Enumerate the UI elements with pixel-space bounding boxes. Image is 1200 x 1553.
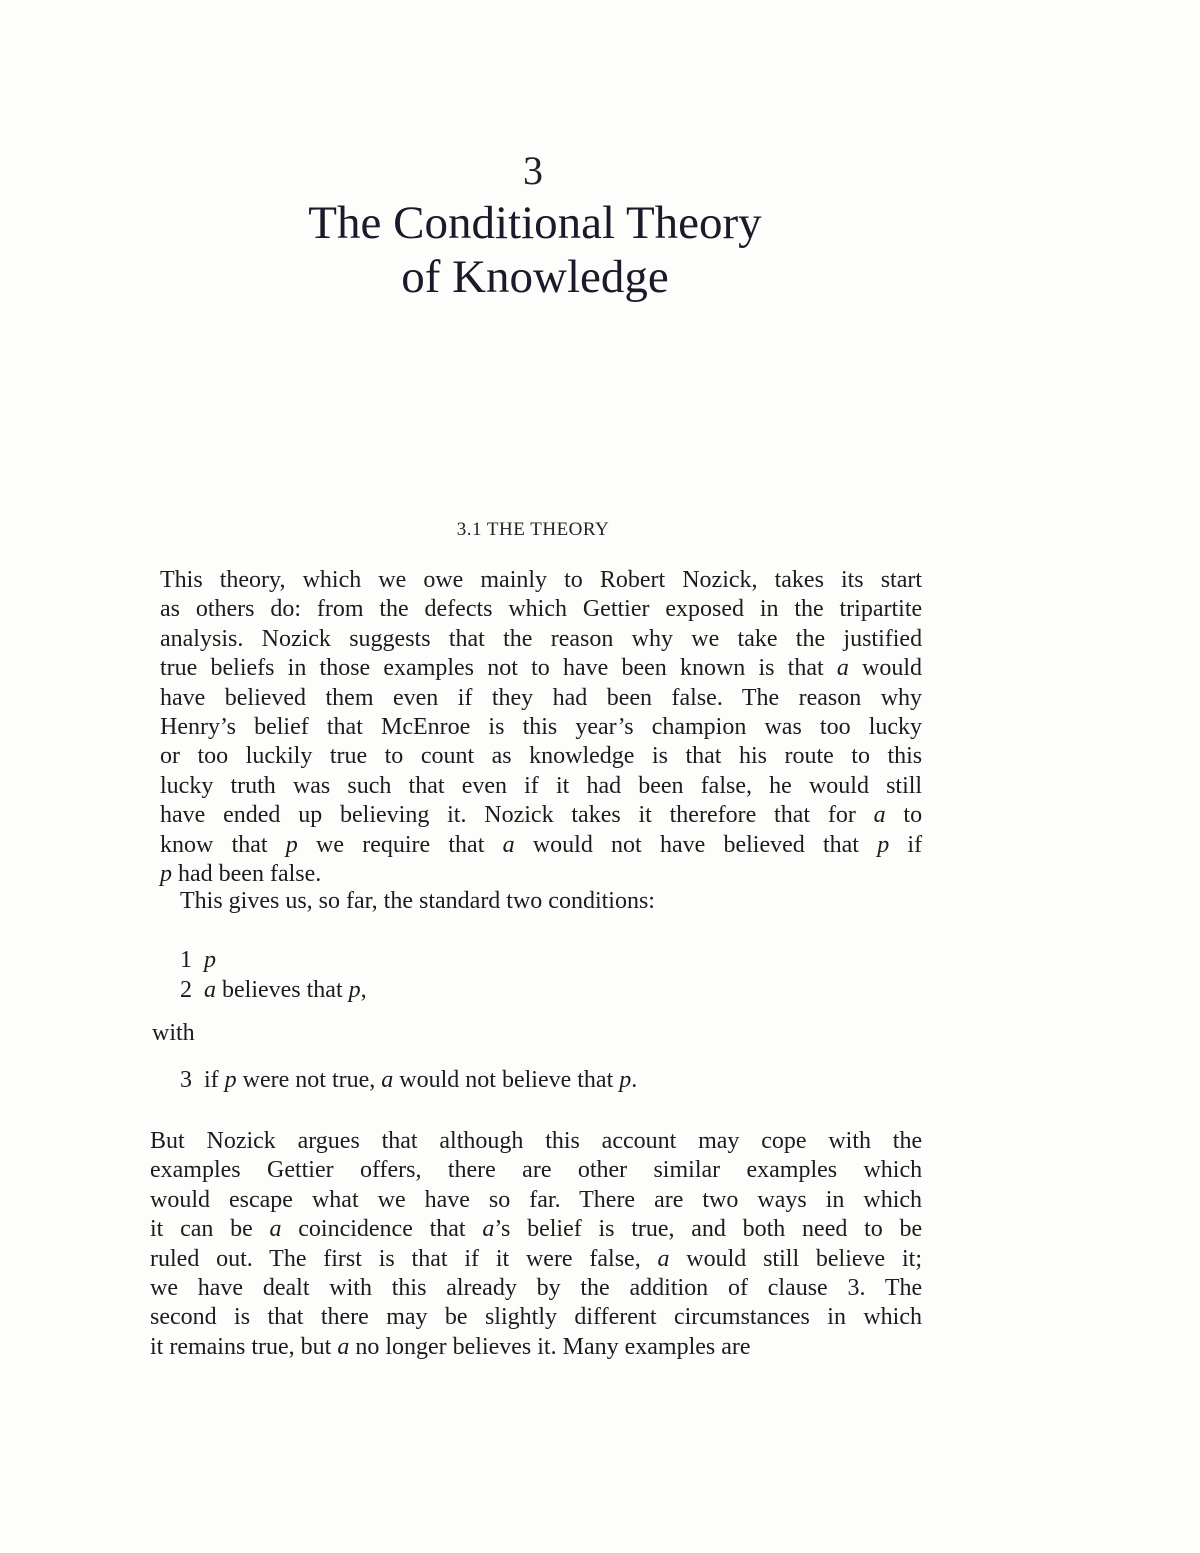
condition-3 [180,1065,637,1095]
text-line: know that p we require that a would not have believed that p if [160,831,923,858]
variable-p: p [224,1067,237,1093]
chapter-number: 3 [523,148,543,193]
text-line: Henry’s belief that McEnroe is this year’s champion was too lucky [160,714,923,741]
text-line: or too luckily true to count as knowledge is that his route to this [160,743,923,770]
text-line: it remains true, but a no longer believes it. Many examples are [150,1333,751,1360]
text-line: But Nozick argues that although this account may cope with the [150,1128,923,1154]
condition-number: 2 [180,977,192,1003]
text-line: examples Gettier offers, there are other similar examples which [150,1157,923,1184]
condition-1 [180,945,216,975]
paragraph-3 [150,1127,922,1362]
with-label: with [152,1020,195,1046]
text-line: p had been false. [160,861,322,888]
paragraph-1 [160,566,922,889]
variable-p: p [348,977,361,1003]
text-line: would escape what we have so far. There are two ways in which [150,1186,923,1213]
variable-p: p [619,1067,632,1093]
chapter-title [0,196,1070,304]
text-line: analysis. Nozick suggests that the reason why we take the justified [160,625,923,652]
text-line: This theory, which we owe mainly to Robert Nozick, takes its start [160,567,923,593]
condition-text: were not true, [236,1067,382,1093]
section-heading: 3.1 THE THEORY [456,519,610,540]
text-line: second is that there may be slightly different circumstances in which [150,1304,922,1331]
condition-number: 3 [180,1067,192,1093]
punctuation: , [360,977,367,1003]
variable-a: a [204,977,216,1003]
condition-2 [180,975,367,1005]
condition-number: 1 [180,947,192,973]
chapter-title-line-2: of Knowledge [401,251,669,303]
text-line: ruled out. The first is that if it were false, a would still believe it; [150,1245,923,1272]
condition-text: would not believe that [393,1067,620,1093]
text-line: lucky truth was such that even if it had been false, he would still [160,772,923,799]
condition-text: if [204,1067,225,1093]
condition-text: p [204,947,216,973]
text-line: as others do: from the defects which Gettier exposed in the tripartite [160,596,923,623]
variable-a: a [381,1067,394,1093]
condition-text: believes that [216,977,349,1003]
chapter-title-line-1: The Conditional Theory [308,197,762,249]
punctuation: . [631,1067,638,1093]
text-line: true beliefs in those examples not to have been known is that a would [160,655,923,682]
text-line: it can be a coincidence that a’s belief is true, and both need to be [150,1216,923,1243]
paragraph-2: This gives us, so far, the standard two conditions: [180,888,655,914]
text-line: have ended up believing it. Nozick takes it therefore that for a to [160,802,923,829]
text-line: have believed them even if they had been false. The reason why [160,684,923,711]
text-line: we have dealt with this already by the addition of clause 3. The [150,1275,923,1302]
